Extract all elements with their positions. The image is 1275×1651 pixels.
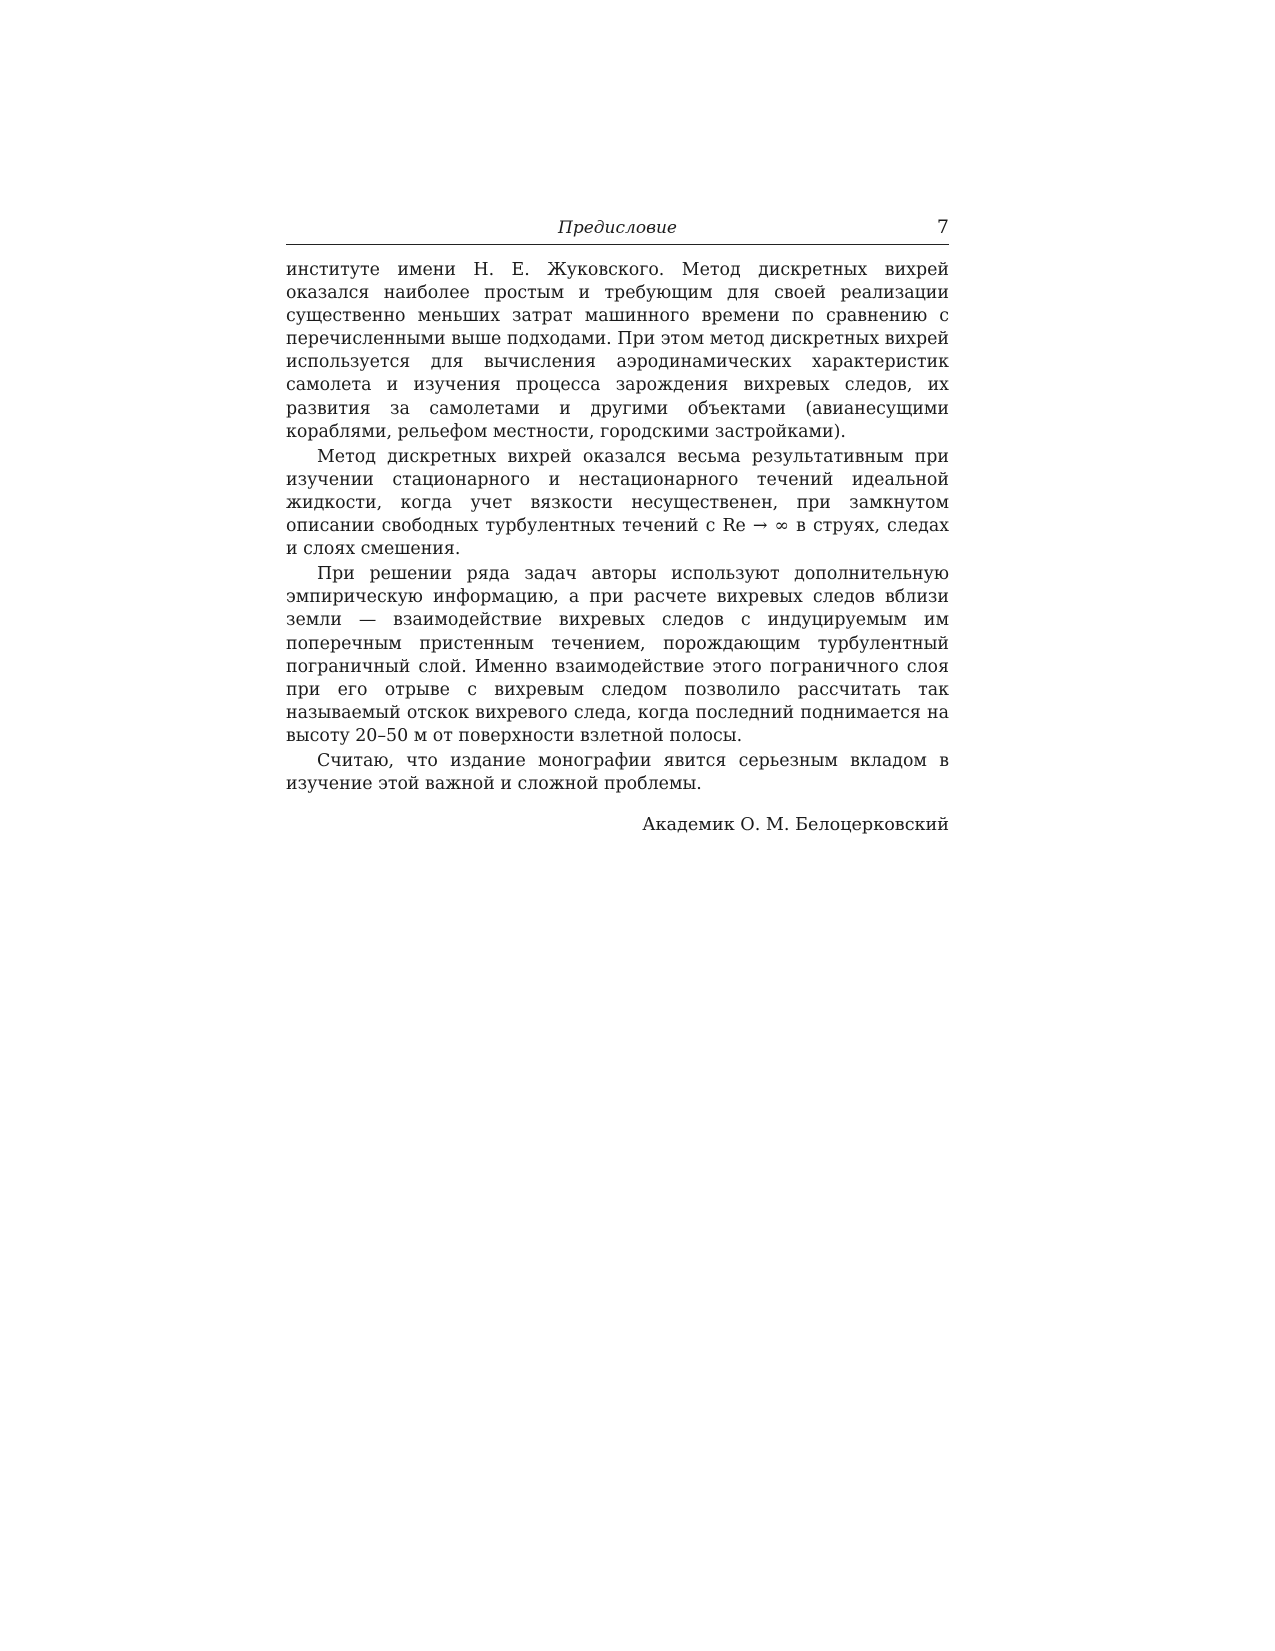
paragraph-continuation: институте имени Н. Е. Жуковского. Метод дискретных вихрей оказался наиболее простым и требующим для своей реализации существенно меньших затрат машинного времени по сравнению с перечисленными выше подходами. При этом метод дискретных вихрей используется для вычисления аэродинамических характеристик самолета и изучения процесса зарождения вихревых следов, их развития за самолетами и другими объектами (авианесущими кораблями, рельефом местности, городскими застройками). — [286, 260, 949, 442]
paragraph-conclusion: Считаю, что издание монографии явится серьезным вкладом в изучение этой важной и сложной проблемы. — [286, 750, 949, 795]
body-text — [286, 259, 949, 796]
signature: Академик О. М. Белоцерковский — [642, 815, 949, 836]
running-head — [286, 216, 949, 245]
paragraph-discrete-vortex-method: Метод дискретных вихрей оказался весьма результативным при изучении стационарного и нестационарного течений идеальной жидкости, когда учет вязкости несущественен, при замкнутом описании свободных турбулентных течений с Re → ∞ в струях, следах и слоях смешения. — [286, 446, 949, 560]
running-title: Предисловие — [558, 218, 677, 238]
page-number: 7 — [936, 216, 949, 238]
paragraph-empirical-information: При решении ряда задач авторы используют дополнительную эмпирическую информацию, а при расчете вихревых следов вблизи земли — взаимодействие вихревых следов с индуцируемым им поперечным пристенным течением, порождающим турбулентный пограничный слой. Именно взаимодействие этого пограничного слоя при его отрыве с вихревым следом позволило рассчитать так называемый отскок вихревого следа, когда последний поднимается на высоту 20–50 м от поверхности взлетной полосы. — [286, 564, 949, 746]
document-page — [286, 216, 949, 837]
